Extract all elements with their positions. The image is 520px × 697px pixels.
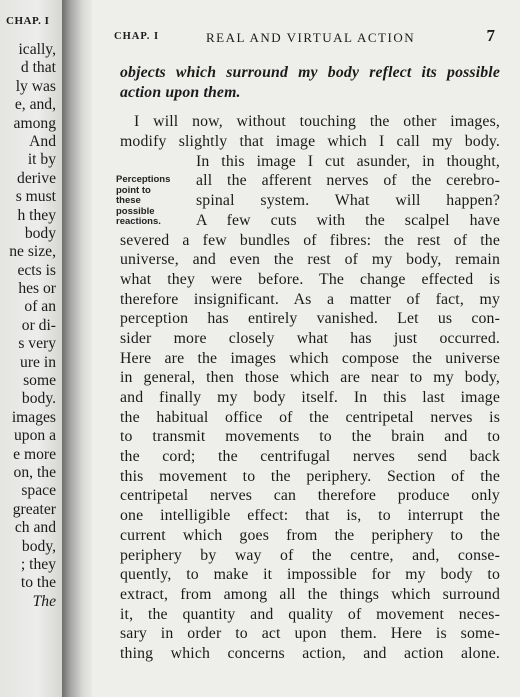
book-gutter [62,0,92,697]
left-text-fragment: some [23,372,56,390]
left-text-fragment: body, [21,537,56,555]
text-line: current which goes from the periphery to the [120,526,500,544]
text-line: what they were before. The change effected is [120,270,500,288]
left-text-fragment: among [13,114,56,132]
text-line: A few cuts with the scalpel have [196,211,500,229]
left-text-fragment: ly was [15,77,56,95]
text-line: centripetal nerves can therefore produce only [120,487,500,505]
text-line: this movement to the periphery. Section of the [120,467,500,485]
text-line: the habitual office of the centripetal nerves is [120,408,500,426]
text-line: severed a few bundles of fibres: the rest of the [120,231,500,249]
text-line: sider more closely what has just occurred. [120,329,500,347]
left-page [0,0,62,697]
left-text-fragment: ne size, [9,243,56,261]
left-text-fragment: to the [20,574,56,592]
text-line: in general, then those which are near to my body, [120,369,500,387]
text-line: and finally my body itself. In this last image [120,389,500,406]
running-head [114,28,496,48]
text-line: I will now, without touching the other images, [134,113,500,131]
left-text-fragment: or di- [21,316,56,334]
margin-note-line: possible [116,205,155,217]
text-line: perception has entirely vanished. Let us con- [120,310,500,328]
text-line: universe, and even the rest of my body, remain [120,251,500,269]
margin-note-line: Perceptions [116,174,171,185]
left-text-fragment: upon a [13,427,56,445]
left-page-text [0,41,58,611]
margin-note-line: reactions. [116,216,161,227]
left-text-fragment: it by [27,151,56,169]
page-number: 7 [486,26,496,45]
left-text-fragment: ure in [20,353,56,371]
text-line: one intelligible effect: that is, to interrupt the [120,507,500,525]
left-text-fragment: space [21,482,56,500]
left-text-fragment: s must [15,188,56,206]
text-line: objects which surround my body reflect its possible [120,64,500,81]
left-text-fragment: ects is [17,261,56,279]
left-text-fragment: s very [18,335,56,353]
text-line: periphery by way of the centre, and, conse- [120,546,500,564]
right-page [92,0,520,697]
text-line: In this image I cut asunder, in thought, [196,152,500,170]
margin-note-line: point to [116,184,151,196]
left-text-fragment: ; they [20,555,56,573]
left-text-fragment: hes or [18,280,56,298]
text-line: spinal system. What will happen? [196,192,500,210]
text-line: to transmit movements to the brain and to [120,428,500,446]
left-text-fragment: ically, [18,41,56,58]
text-line: thing which concerns action, and action alone. [120,644,500,662]
text-line: it, the quantity and quality of movement neces- [120,605,500,623]
left-text-fragment: greater [12,500,56,518]
left-text-fragment: on, the [13,463,56,481]
paragraph-break [120,102,500,112]
running-title: REAL AND VIRTUAL ACTION [206,30,416,45]
left-text-fragment: derive [17,169,56,187]
text-line: the cord; the centrifugal nerves send back [120,448,500,466]
left-text-fragment: The [32,592,56,610]
text-line: sary in order to act upon them. Here is some- [120,625,500,643]
left-text-fragment: body. [21,390,56,408]
left-text-fragment: d that [20,59,56,77]
left-page-header: CHAP. I [6,15,50,27]
text-line: modify slightly that image which I call my body. [120,133,500,151]
chapter-label: CHAP. I [114,31,160,42]
text-line: Here are the images which compose the universe [120,349,500,367]
left-text-fragment: e, and, [14,96,56,114]
left-text-fragment: ch and [14,519,56,537]
left-text-fragment: of an [24,298,56,316]
body-text [120,63,500,664]
left-text-fragment: h they [17,206,56,224]
text-line: extract, from among all the things which surround [120,585,500,603]
text-line: action upon them. [120,83,241,101]
left-text-fragment: body [24,224,56,242]
text-line: all the afferent nerves of the cerebro- [196,172,500,190]
left-text-fragment: And [29,132,56,150]
left-text-fragment: images [11,408,56,426]
text-line: therefore insignificant. As a matter of fact, my [120,290,500,308]
margin-note-line: these [116,195,141,206]
left-text-fragment: e more [13,445,56,463]
text-line: quently, to make it impossible for my body to [120,566,500,584]
